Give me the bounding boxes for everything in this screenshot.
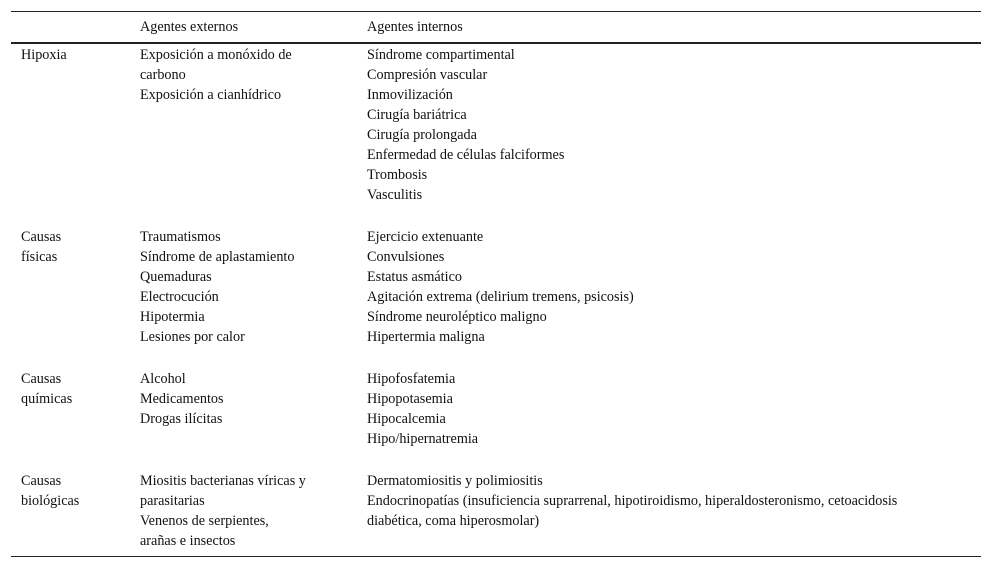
category-line: Hipoxia — [21, 47, 67, 63]
list-item: Ejercicio extenuante — [367, 229, 484, 245]
list-item: arañas e insectos — [140, 533, 236, 549]
row-hipoxia-internos — [367, 45, 977, 205]
list-item: Síndrome neuroléptico maligno — [367, 309, 547, 325]
list-item: Cirugía bariátrica — [367, 107, 467, 123]
list-item: Cirugía prolongada — [367, 127, 477, 143]
row-fisicas-internos — [367, 227, 977, 347]
list-item: Exposición a cianhídrico — [140, 87, 282, 103]
row-biologicas-category — [21, 471, 131, 511]
list-item: Síndrome de aplastamiento — [140, 249, 295, 265]
list-item: Hipotermia — [140, 309, 205, 325]
table-header-rule — [11, 42, 981, 44]
category-line: Causas — [21, 371, 62, 387]
list-item: Lesiones por calor — [140, 329, 245, 345]
list-item: Exposición a monóxido de — [140, 47, 292, 63]
category-line: Causas — [21, 229, 62, 245]
list-item: parasitarias — [140, 493, 205, 509]
list-item: Hipofosfatemia — [367, 371, 456, 387]
list-item: Agitación extrema (delirium tremens, psicosis) — [367, 289, 634, 305]
header-agentes-externos: Agentes externos — [140, 19, 239, 35]
table-bottom-rule — [11, 556, 981, 557]
list-item: Medicamentos — [140, 391, 224, 407]
list-item: Enfermedad de células falciformes — [367, 147, 565, 163]
list-item: Drogas ilícitas — [140, 411, 223, 427]
list-item: Vasculitis — [367, 187, 423, 203]
list-item: diabética, coma hiperosmolar) — [367, 513, 540, 529]
row-quimicas-category — [21, 369, 131, 409]
header-agentes-internos: Agentes internos — [367, 19, 463, 35]
list-item: Hipertermia maligna — [367, 329, 485, 345]
list-item: Hipocalcemia — [367, 411, 446, 427]
list-item: Compresión vascular — [367, 67, 488, 83]
list-item: Electrocución — [140, 289, 219, 305]
row-hipoxia-category — [21, 45, 131, 65]
category-line: físicas — [21, 249, 58, 265]
list-item: Hipopotasemia — [367, 391, 453, 407]
row-quimicas-internos — [367, 369, 977, 449]
list-item: Inmovilización — [367, 87, 453, 103]
table-top-rule — [11, 11, 981, 12]
list-item: Trombosis — [367, 167, 428, 183]
row-fisicas-category — [21, 227, 131, 267]
list-item: Quemaduras — [140, 269, 212, 285]
row-hipoxia-externos — [140, 45, 355, 105]
row-biologicas-internos — [367, 471, 977, 531]
category-line: Causas — [21, 473, 62, 489]
list-item: Estatus asmático — [367, 269, 462, 285]
list-item: Venenos de serpientes, — [140, 513, 269, 529]
list-item: Dermatomiositis y polimiositis — [367, 473, 543, 489]
category-line: químicas — [21, 391, 73, 407]
row-quimicas-externos — [140, 369, 355, 429]
list-item: Hipo/hipernatremia — [367, 431, 479, 447]
row-biologicas-externos — [140, 471, 355, 551]
list-item: Traumatismos — [140, 229, 221, 245]
list-item: Convulsiones — [367, 249, 445, 265]
row-fisicas-externos — [140, 227, 355, 347]
list-item: Endocrinopatías (insuficiencia suprarrenal, hipotiroidismo, hiperaldosteronismo, cetoacidosis — [367, 493, 898, 509]
list-item: Alcohol — [140, 371, 186, 387]
category-line: biológicas — [21, 493, 80, 509]
list-item: Miositis bacterianas víricas y — [140, 473, 306, 489]
list-item: Síndrome compartimental — [367, 47, 515, 63]
list-item: carbono — [140, 67, 186, 83]
